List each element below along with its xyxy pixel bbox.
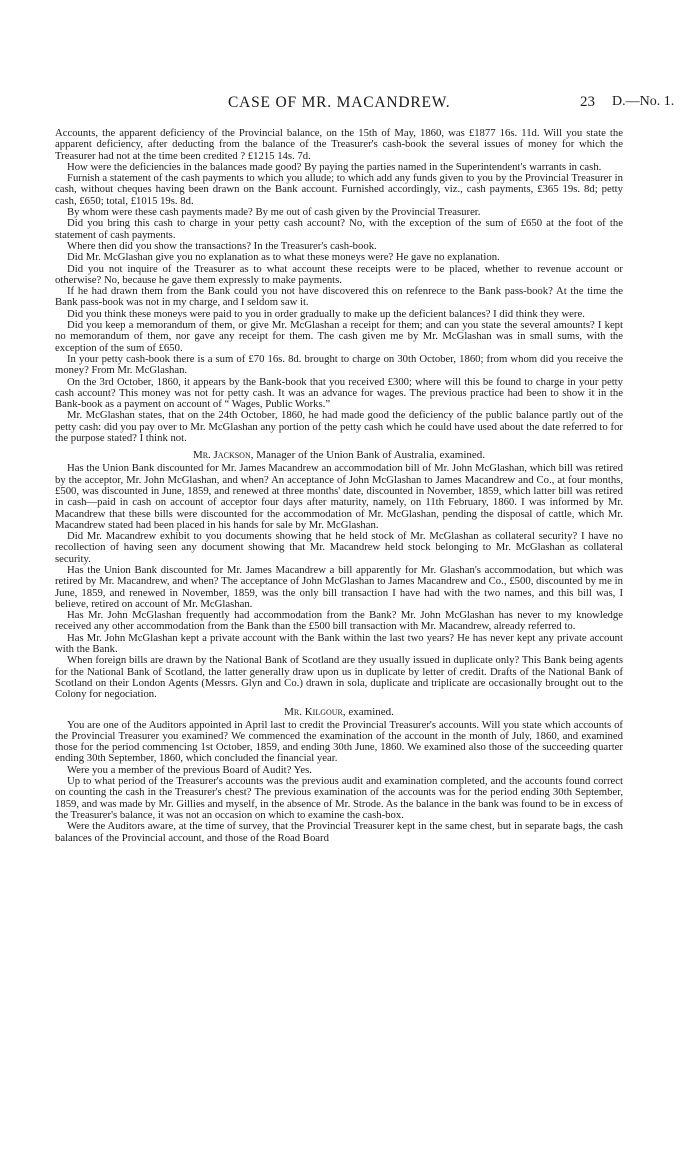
testimony-continued: [55, 128, 623, 444]
paragraph: Did you think these moneys were paid to you in order gradually to make up the deficient balances? I did think they were.: [67, 307, 585, 320]
paragraph: Mr. McGlashan states, that on the 24th October, 1860, he had made good the deficiency of the public balance partly out of the petty cash: did you pay over to Mr. McGlashan any portion of the petty cash which he could have used about the date referred to for the purpose stated? I think not.: [55, 409, 623, 445]
page-number: 23: [580, 94, 595, 110]
paragraph: Were you a member of the previous Board of Audit? Yes.: [67, 763, 312, 776]
section-heading-kilgour: [55, 706, 623, 718]
paragraph: By whom were these cash payments made? By me out of cash given by the Provincial Treasurer.: [67, 206, 481, 219]
paragraph: Did you keep a memorandum of them, or give Mr. McGlashan a receipt for them; and can you state the several amounts? I kept no memorandum of them, nor gave any receipt for them. The cash given me by Mr. McGlashan was in small sums, with the exception of the sum of £650.: [55, 319, 623, 354]
paragraph: You are one of the Auditors appointed in April last to credit the Provincial Treasurer's accounts. Will you state which accounts of the Provincial Treasurer you examined? We commenced the examination of the account in the month of July, 1860, and examined those for the period commencing 1st October, 1859, and ending 30th June, 1860. We examined also those of the succeeding quarter ending 30th September, 1860, which concluded the financial year.: [55, 718, 623, 765]
paragraph: If he had drawn them from the Bank could you not have discovered this on refenrece to the Bank pass-book? At the time the Bank pass-book was not in my charge, and I seldom saw it.: [55, 285, 623, 309]
paragraph: Did you not inquire of the Treasurer as to what account these receipts were to be placed, whether to revenue account or otherwise? No, because he gave them expressly to make payments.: [55, 262, 623, 286]
paragraph: Has the Union Bank discounted for Mr. James Macandrew an accommodation bill of Mr. John McGlashan, which bill was retired by the acceptor, Mr. John McGlashan, and when? An acceptance of John McGlashan to James Macandrew and Co., at four months, £500, was discounted in June, 1859, and renewed at three months' date, discounted in November, 1859, which latter bill was retired in cash—paid in cash on account of acceptor four days after maturity, namely, on 11th February, 1860. I was informed by Mr. Macandrew that these bills were discounted for the accommodation of Mr. McGlashan, pending the disposal of cattle, which Mr. Macandrew stated had been placed in his hands for sale by Mr. McGlashan.: [55, 462, 623, 531]
witness-name: Mr. Jackson: [192, 449, 251, 462]
witness-role: , Manager of the Union Bank of Australia, examined.: [250, 449, 486, 462]
paragraph: Has Mr. John McGlashan frequently had accommodation from the Bank? Mr. John McGlashan has never to my knowledge received any other accommodation from the Bank than the £500 bill transaction with Mr. Macandrew, already referred to.: [55, 609, 623, 633]
testimony-kilgour: [55, 720, 623, 844]
paragraph: Has the Union Bank discounted for Mr. James Macandrew a bill apparently for Mr. Glashan's accommodation, but which was retired by Mr. Macandrew, and when? The acceptance of John McGlashan to James Macandrew and Co., £500, discounted by me in June, 1859, and renewed in November, 1859, was the only bill transaction I have had with the two names, and this bill was, I believe, retired on account of Mr. McGlashan.: [55, 563, 623, 610]
document-body: [55, 128, 623, 844]
paragraph: When foreign bills are drawn by the National Bank of Scotland are they usually issued in duplicate only? This Bank being agents for the National Bank of Scotland, the latter generally draw upon us in duplicate by letter of credit. Drafts of the National Bank of Scotland on their London Agents (Messrs. Glyn and Co.) drawn in sola, duplicate and triplicate are occasionally brought out to the Colony for negociation.: [55, 654, 623, 701]
paragraph: Where then did you show the transactions? In the Treasurer's cash-book.: [67, 239, 377, 252]
paragraph: Has Mr. John McGlashan kept a private account with the Bank within the last two years? He has never kept any private account with the Bank.: [55, 631, 623, 656]
paragraph: How were the deficiencies in the balances made good? By paying the parties named in the Superintendent's warrants in cash.: [67, 160, 602, 173]
paragraph: Were the Auditors aware, at the time of survey, that the Provincial Treasurer kept in the same chest, but in separate bags, the cash balances of the Provincial account, and those of the Road Board: [55, 820, 623, 844]
paragraph: Furnish a statement of the cash payments to which you allude; to which add any funds given to you by the Provincial Treasurer in cash, without cheques having been drawn on the Bank account. Furnished accordingly, viz., cash payments, £365 19s. 8d; petty cash, £650; total, £1015 19s. 8d.: [55, 172, 623, 207]
paragraph: In your petty cash-book there is a sum of £70 16s. 8d. brought to charge on 30th October, 1860; from whom did you receive the money? From Mr. McGlashan.: [55, 352, 623, 377]
paragraph: Accounts, the apparent deficiency of the Provincial balance, on the 15th of May, 1860, was £1877 16s. 11d. Will you state the apparent deficiency, after deducting from the balance of the Treasurer's cash-book the several issues of money for which the Treasurer had not at the time been credited ? £1215 14s. 7d.: [55, 127, 623, 162]
paragraph: Up to what period of the Treasurer's accounts was the previous audit and examination completed, and the accounts found correct on counting the cash in the Treasurer's chest? The previous examination of the accounts was for the period ending 30th September, 1859, and was made by Mr. Gillies and myself, in the absence of Mr. Strode. As the balance in the bank was found to be in excess of the Treasurer's balance, it was not an occasion on which to examine the cash-box.: [55, 775, 623, 821]
testimony-jackson: [55, 463, 623, 700]
paragraph: Did Mr. McGlashan give you no explanation as to what these moneys were? He gave no explanation.: [67, 251, 500, 264]
witness-role: , examined.: [342, 705, 394, 718]
witness-name: Mr. Kilgour: [284, 705, 343, 718]
paragraph: Did Mr. Macandrew exhibit to you documents showing that he held stock of Mr. McGlashan as collateral security? I have no recollection of having seen any document showing that Mr. Macandrew held stock belonging to Mr. McGlashan as collateral security.: [55, 530, 623, 565]
section-heading-jackson: [55, 449, 623, 461]
paragraph: Did you bring this cash to charge in your petty cash account? No, with the exception of the sum of £650 at the foot of the statement of cash payments.: [55, 217, 623, 241]
document-code: D.—No. 1.: [612, 94, 675, 109]
page-title: CASE OF MR. MACANDREW.: [228, 94, 451, 111]
paragraph: On the 3rd October, 1860, it appears by the Bank-book that you received £300; where will this be found to charge in your petty cash account? This money was not for petty cash. It was an advance for wages. The previous practice had been to show it in the Bank-book as a payment on account of “ Wages, Public Works.”: [55, 375, 623, 411]
page-header: [0, 94, 700, 114]
